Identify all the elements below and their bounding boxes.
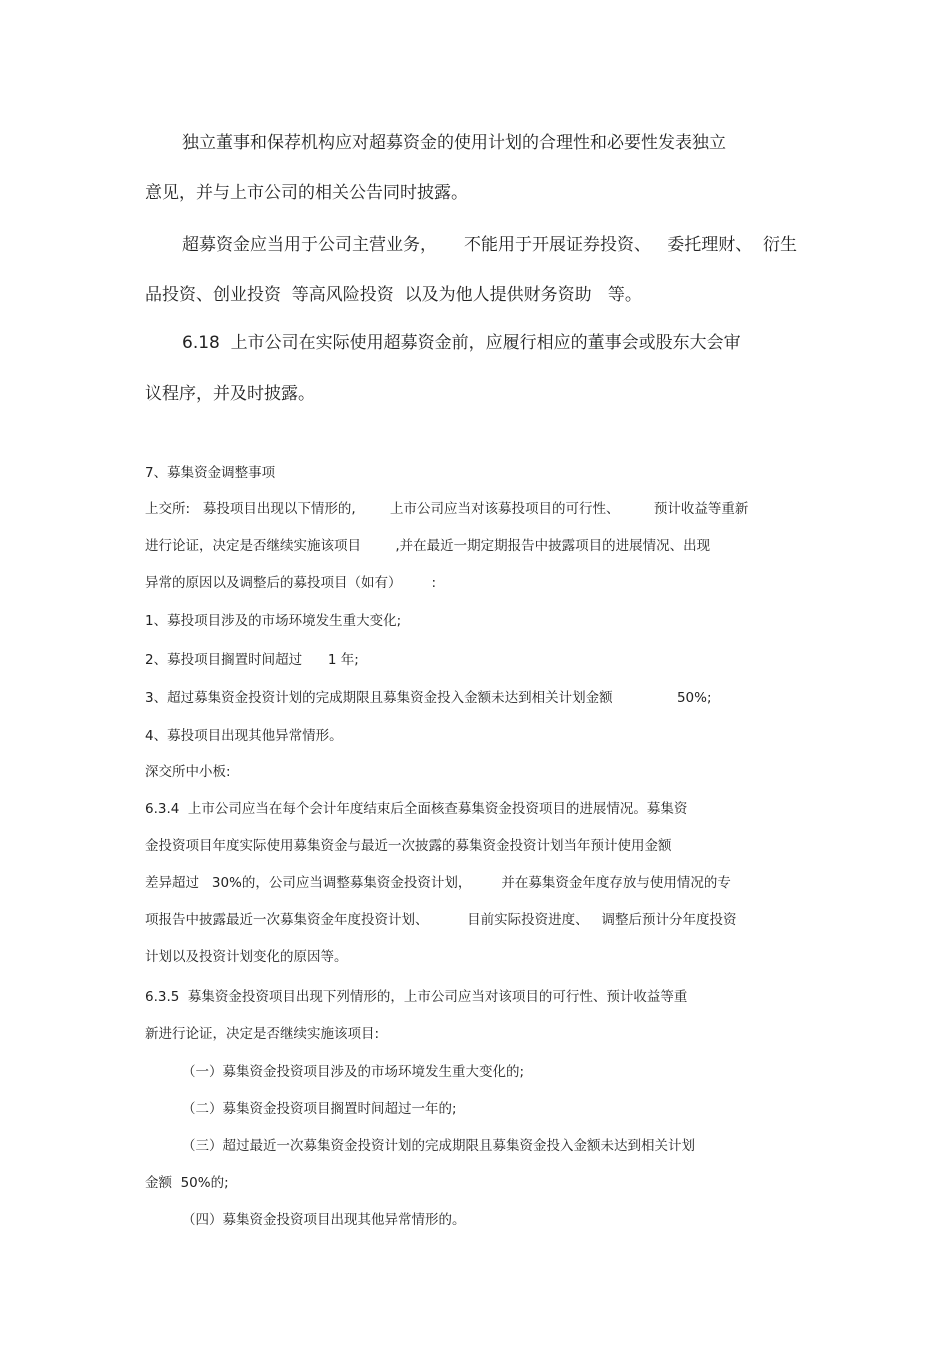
section-heading-fund-adjustment: 7、募集资金调整事项 xyxy=(145,465,276,481)
sse-paragraph-line-3: 异常的原因以及调整后的募投项目（如有） : xyxy=(145,575,437,591)
paragraph-independent-directors-line-2: 意见，并与上市公司的相关公告同时披露。 xyxy=(145,183,468,203)
rule-635-item-3-line-2: 金额 50%的; xyxy=(145,1175,229,1191)
rule-635-item-4: （四）募集资金投资项目出现其他异常情形的。 xyxy=(182,1212,466,1228)
paragraph-rule-618-line-1: 6.18 上市公司在实际使用超募资金前，应履行相应的董事会或股东大会审 xyxy=(182,333,741,353)
sse-list-item: 2、募投项目搁置时间超过 1 年; xyxy=(145,652,359,668)
sse-list-item: 4、募投项目出现其他异常情形。 xyxy=(145,728,343,744)
rule-634-line-1: 6.3.4 上市公司应当在每个会计年度结束后全面核查募集资金投资项目的进展情况。募集资 xyxy=(145,801,688,817)
rule-635-item-3-line-1: （三）超过最近一次募集资金投资计划的完成期限且募集资金投入金额未达到相关计划 xyxy=(182,1138,695,1154)
rule-634-line-3: 差异超过 30%的，公司应当调整募集资金投资计划， 并在募集资金年度存放与使用情况的专 xyxy=(145,875,731,891)
sse-paragraph-line-1: 上交所: 募投项目出现以下情形的, 上市公司应当对该募投项目的可行性、 预计收益等重新 xyxy=(145,501,749,517)
paragraph-overraised-funds-line-1: 超募资金应当用于公司主营业务， 不能用于开展证券投资、 委托理财、 衍生 xyxy=(182,235,798,255)
rule-634-line-5: 计划以及投资计划变化的原因等。 xyxy=(145,949,348,965)
rule-634-line-4: 项报告中披露最近一次募集资金年度投资计划、 目前实际投资进度、 调整后预计分年度投资 xyxy=(145,912,737,928)
paragraph-rule-618-line-2: 议程序，并及时披露。 xyxy=(145,384,315,404)
paragraph-independent-directors-line-1: 独立董事和保荐机构应对超募资金的使用计划的合理性和必要性发表独立 xyxy=(182,133,726,153)
rule-635-line-1: 6.3.5 募集资金投资项目出现下列情形的，上市公司应当对该项目的可行性、预计收益等重 xyxy=(145,989,688,1005)
sse-paragraph-line-2: 进行论证，决定是否继续实施该项目 ,并在最近一期定期报告中披露项目的进展情况、出现 xyxy=(145,538,711,554)
szse-sme-board-label: 深交所中小板: xyxy=(145,764,231,780)
sse-list-item: 3、超过募集资金投资计划的完成期限且募集资金投入金额未达到相关计划金额 50%; xyxy=(145,690,712,706)
paragraph-overraised-funds-line-2: 品投资、创业投资 等高风险投资 以及为他人提供财务资助 等。 xyxy=(145,285,642,305)
rule-634-line-2: 金投资项目年度实际使用募集资金与最近一次披露的募集资金投资计划当年预计使用金额 xyxy=(145,838,672,854)
rule-635-item-1: （一）募集资金投资项目涉及的市场环境发生重大变化的; xyxy=(182,1064,525,1080)
rule-635-item-2: （二）募集资金投资项目搁置时间超过一年的; xyxy=(182,1101,457,1117)
rule-635-line-2: 新进行论证，决定是否继续实施该项目: xyxy=(145,1026,380,1042)
sse-list-item: 1、募投项目涉及的市场环境发生重大变化; xyxy=(145,613,402,629)
